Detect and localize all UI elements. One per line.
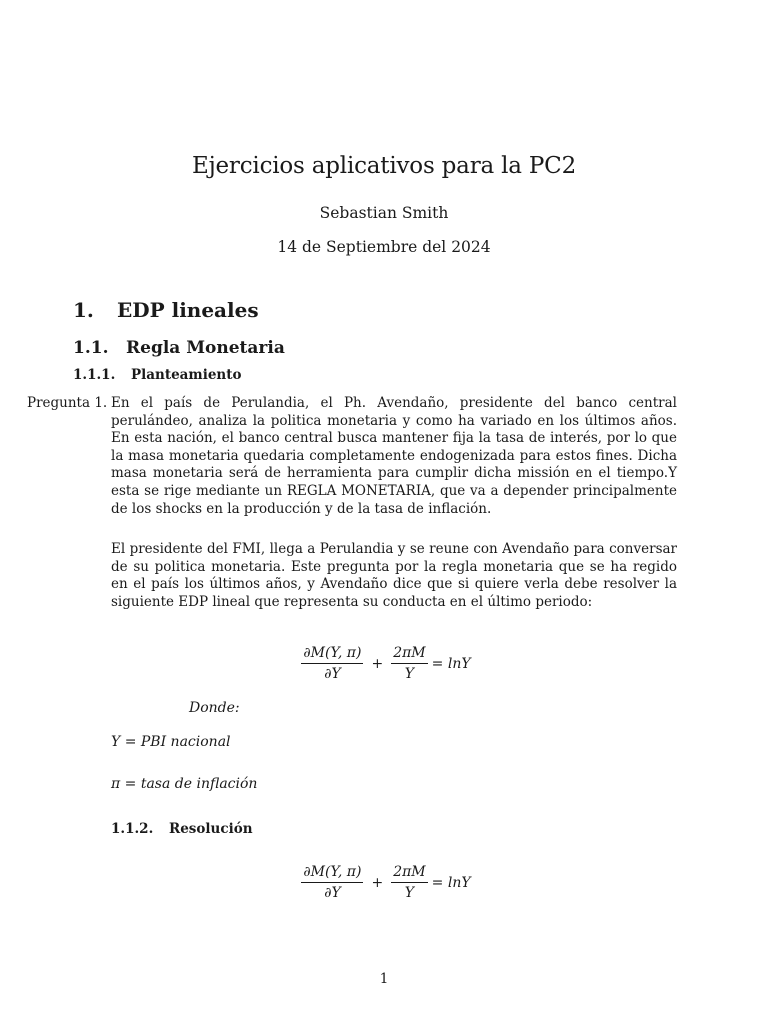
subsubsection-heading-planteamiento bbox=[73, 367, 241, 383]
subsubsection-number: 1.1.2. bbox=[111, 821, 154, 837]
section-title: EDP lineales bbox=[117, 298, 259, 322]
equation-right-side: = lnY bbox=[431, 874, 471, 891]
coefficient-fraction bbox=[391, 864, 427, 901]
page-number: 1 bbox=[379, 971, 389, 987]
plus-operator: + bbox=[371, 655, 384, 672]
subsection-number: 1.1. bbox=[73, 338, 109, 358]
pde-equation-resolution bbox=[0, 864, 768, 901]
document-date: 14 de Septiembre del 2024 bbox=[277, 238, 491, 256]
definition-pi: π = tasa de inflación bbox=[111, 776, 258, 792]
definition-y: Y = PBI nacional bbox=[111, 734, 231, 750]
question-label: Pregunta 1. bbox=[27, 395, 108, 411]
pde-equation bbox=[0, 645, 768, 682]
fraction-denominator: Y bbox=[404, 666, 415, 682]
plus-operator: + bbox=[371, 874, 384, 891]
fraction-numerator: 2πM bbox=[391, 864, 427, 883]
fraction-numerator: 2πM bbox=[391, 645, 427, 664]
coefficient-fraction bbox=[391, 645, 427, 682]
subsubsection-heading-resolucion bbox=[111, 821, 253, 837]
fraction-numerator: ∂M(Y, π) bbox=[301, 645, 363, 664]
donde-label: Donde: bbox=[189, 700, 240, 716]
fraction-denominator: ∂Y bbox=[324, 885, 341, 901]
fraction-numerator: ∂M(Y, π) bbox=[301, 864, 363, 883]
subsection-heading-1-1 bbox=[73, 338, 285, 358]
equation-right-side: = lnY bbox=[431, 655, 471, 672]
subsubsection-number: 1.1.1. bbox=[73, 367, 116, 383]
partial-derivative-fraction bbox=[301, 645, 363, 682]
fraction-denominator: ∂Y bbox=[324, 666, 341, 682]
section-heading-1 bbox=[73, 298, 259, 322]
fraction-denominator: Y bbox=[404, 885, 415, 901]
document-title: Ejercicios aplicativos para la PC2 bbox=[192, 153, 576, 179]
section-number: 1. bbox=[73, 298, 94, 322]
subsection-title: Regla Monetaria bbox=[126, 338, 285, 358]
subsubsection-title: Planteamiento bbox=[131, 367, 242, 383]
subsubsection-title: Resolución bbox=[169, 821, 253, 837]
partial-derivative-fraction bbox=[301, 864, 363, 901]
question-paragraph-1: En el país de Perulandia, el Ph. Avendaño, presidente del banco central perulándeo, analiza la politica monetaria y como ha variado en los últimos años. En esta nación, el banco central busca mantener fija la tasa de interés, por lo que la masa monetaria quedaria completamente endogenizada para estos fines. Dicha masa monetaria será de herramienta para cumplir dicha missión en el tiempo.Y esta se rige mediante un REGLA MONETARIA, que va a depender principalmente de los shocks en la producción y de la tasa de inflación. bbox=[111, 395, 677, 517]
document-author: Sebastian Smith bbox=[319, 204, 449, 222]
question-paragraph-2: El presidente del FMI, llega a Perulandia y se reune con Avendaño para conversar de su politica monetaria. Este pregunta por la regla monetaria que se ha regido en el país los últimos años, y Avendaño dice que si quiere verla debe resolver la siguiente EDP lineal que representa su conducta en el último periodo: bbox=[111, 541, 677, 610]
